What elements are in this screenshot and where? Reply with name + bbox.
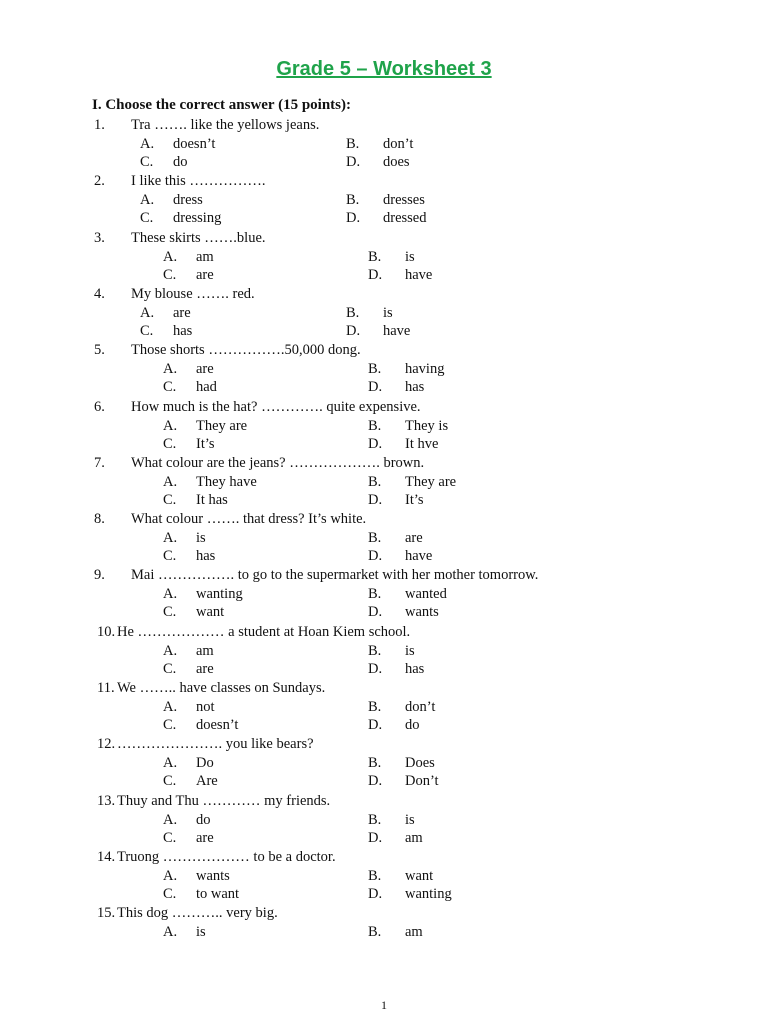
option-text: has xyxy=(196,548,216,565)
page-number: 1 xyxy=(381,998,387,1012)
option-letter: D. xyxy=(368,492,383,509)
question-text: Those shorts …………….50,000 dong. xyxy=(131,342,361,358)
option-text: do xyxy=(173,154,188,171)
option-text: They is xyxy=(405,417,449,434)
question-text: Thuy and Thu ………… my friends. xyxy=(117,793,331,809)
option-text: want xyxy=(405,867,434,884)
question-text: What colour ……. that dress? It’s white. xyxy=(131,511,367,527)
option-letter: C. xyxy=(163,379,177,396)
option-letter: D. xyxy=(368,548,383,565)
question-number: 12. xyxy=(97,736,116,752)
option-letter: B. xyxy=(368,529,382,546)
option-text: wants xyxy=(196,867,230,884)
question-text: I like this ……………. xyxy=(131,173,266,189)
option-letter: C. xyxy=(163,604,177,621)
question-text: Tra ……. like the yellows jeans. xyxy=(131,117,320,133)
option-text: They are xyxy=(196,417,248,434)
option-text: Don’t xyxy=(405,773,439,790)
question-text: Mai ……………. to go to the supermarket with her mother tomorrow. xyxy=(131,567,539,583)
option-text: am xyxy=(196,642,214,659)
option-text: Do xyxy=(196,754,214,771)
question-text: Truong ……………… to be a doctor. xyxy=(117,849,336,865)
option-letter: A. xyxy=(140,304,155,321)
option-letter: D. xyxy=(368,379,383,396)
option-text: having xyxy=(405,360,445,377)
option-text: are xyxy=(196,830,214,847)
option-letter: A. xyxy=(163,642,178,659)
option-letter: B. xyxy=(368,585,382,602)
question-number: 14. xyxy=(97,849,116,865)
question-number: 7. xyxy=(94,455,105,471)
option-letter: D. xyxy=(368,773,383,790)
option-text: had xyxy=(196,379,217,396)
option-letter: C. xyxy=(140,210,154,227)
question-text: My blouse ……. red. xyxy=(131,286,255,302)
option-text: has xyxy=(405,379,425,396)
option-text: is xyxy=(196,529,206,546)
option-text: dressing xyxy=(173,210,222,227)
question-number: 4. xyxy=(94,286,105,302)
question-text: He ……………… a student at Hoan Kiem school. xyxy=(117,624,411,640)
option-text: are xyxy=(173,304,191,321)
option-letter: B. xyxy=(368,473,382,490)
option-text: has xyxy=(405,661,425,678)
option-letter: D. xyxy=(368,267,383,284)
option-letter: A. xyxy=(163,811,178,828)
option-text: want xyxy=(196,604,225,621)
option-letter: C. xyxy=(163,773,177,790)
option-text: don’t xyxy=(405,698,436,715)
option-text: am xyxy=(405,923,423,940)
option-letter: B. xyxy=(368,642,382,659)
option-letter: A. xyxy=(163,417,178,434)
option-text: It has xyxy=(196,492,228,509)
question-number: 8. xyxy=(94,511,105,527)
option-letter: C. xyxy=(163,548,177,565)
option-text: have xyxy=(383,323,411,340)
question-text: These skirts …….blue. xyxy=(131,230,266,246)
option-letter: B. xyxy=(368,360,382,377)
question-number: 10. xyxy=(97,624,116,640)
option-letter: B. xyxy=(368,923,382,940)
option-text: are xyxy=(196,661,214,678)
option-letter: D. xyxy=(368,717,383,734)
option-text: are xyxy=(196,267,214,284)
option-letter: D. xyxy=(368,436,383,453)
option-letter: A. xyxy=(163,754,178,771)
option-text: wanted xyxy=(405,585,447,602)
question-number: 3. xyxy=(94,230,105,246)
question-text: …………………. you like bears? xyxy=(117,736,314,752)
option-text: have xyxy=(405,548,433,565)
option-letter: C. xyxy=(163,267,177,284)
option-text: is xyxy=(405,642,415,659)
question-text: How much is the hat? …………. quite expensive. xyxy=(131,399,421,415)
option-letter: C. xyxy=(163,717,177,734)
option-letter: D. xyxy=(346,210,361,227)
question-text: This dog ……….. very big. xyxy=(117,905,278,921)
question-number: 6. xyxy=(94,399,105,415)
option-letter: A. xyxy=(163,867,178,884)
option-letter: B. xyxy=(368,867,382,884)
option-text: don’t xyxy=(383,135,414,152)
option-letter: B. xyxy=(368,754,382,771)
option-letter: D. xyxy=(346,323,361,340)
question-number: 2. xyxy=(94,173,105,189)
option-letter: A. xyxy=(163,698,178,715)
option-text: has xyxy=(173,323,193,340)
option-text: It’s xyxy=(405,492,424,509)
option-text: have xyxy=(405,267,433,284)
option-text: is xyxy=(405,811,415,828)
option-text: They are xyxy=(405,473,457,490)
option-text: It hve xyxy=(405,436,439,453)
option-text: Are xyxy=(196,773,218,790)
option-letter: C. xyxy=(163,661,177,678)
question-text: What colour are the jeans? ………………. brown. xyxy=(131,455,425,471)
option-letter: B. xyxy=(346,135,360,152)
option-letter: B. xyxy=(368,811,382,828)
worksheet-title: Grade 5 – Worksheet 3 xyxy=(276,58,492,80)
option-text: to want xyxy=(196,886,240,903)
option-text: am xyxy=(196,248,214,265)
option-letter: B. xyxy=(368,417,382,434)
option-text: do xyxy=(196,811,211,828)
option-text: is xyxy=(196,923,206,940)
option-letter: C. xyxy=(163,492,177,509)
option-letter: B. xyxy=(346,304,360,321)
option-letter: B. xyxy=(368,248,382,265)
option-letter: B. xyxy=(346,191,360,208)
option-letter: D. xyxy=(368,661,383,678)
option-letter: C. xyxy=(140,323,154,340)
option-letter: C. xyxy=(163,436,177,453)
section-heading: I. Choose the correct answer (15 points): xyxy=(92,97,351,113)
option-letter: B. xyxy=(368,698,382,715)
option-text: Does xyxy=(405,754,435,771)
option-text: is xyxy=(405,248,415,265)
option-letter: D. xyxy=(368,830,383,847)
question-number: 13. xyxy=(97,793,116,809)
question-number: 1. xyxy=(94,117,105,133)
option-text: is xyxy=(383,304,393,321)
option-text: dressed xyxy=(383,210,427,227)
option-text: wanting xyxy=(196,585,243,602)
option-text: are xyxy=(405,529,423,546)
option-text: am xyxy=(405,830,423,847)
option-text: doesn’t xyxy=(173,135,216,152)
option-letter: A. xyxy=(163,473,178,490)
option-text: They have xyxy=(196,473,257,490)
question-text: We …….. have classes on Sundays. xyxy=(117,680,326,696)
option-letter: A. xyxy=(163,923,178,940)
option-text: are xyxy=(196,360,214,377)
option-letter: A. xyxy=(163,248,178,265)
option-letter: A. xyxy=(163,360,178,377)
option-letter: C. xyxy=(140,154,154,171)
question-number: 11. xyxy=(97,680,115,696)
option-letter: D. xyxy=(346,154,361,171)
question-number: 9. xyxy=(94,567,105,583)
option-text: doesn’t xyxy=(196,717,239,734)
option-text: do xyxy=(405,717,420,734)
option-text: dress xyxy=(173,191,203,208)
option-text: not xyxy=(196,698,215,715)
option-text: does xyxy=(383,154,410,171)
option-text: wants xyxy=(405,604,439,621)
question-number: 15. xyxy=(97,905,116,921)
option-letter: A. xyxy=(163,529,178,546)
question-number: 5. xyxy=(94,342,105,358)
option-letter: C. xyxy=(163,830,177,847)
option-letter: A. xyxy=(140,135,155,152)
option-text: dresses xyxy=(383,191,425,208)
option-text: It’s xyxy=(196,436,215,453)
option-letter: A. xyxy=(163,585,178,602)
option-letter: C. xyxy=(163,886,177,903)
option-letter: D. xyxy=(368,604,383,621)
option-text: wanting xyxy=(405,886,452,903)
option-letter: D. xyxy=(368,886,383,903)
option-letter: A. xyxy=(140,191,155,208)
